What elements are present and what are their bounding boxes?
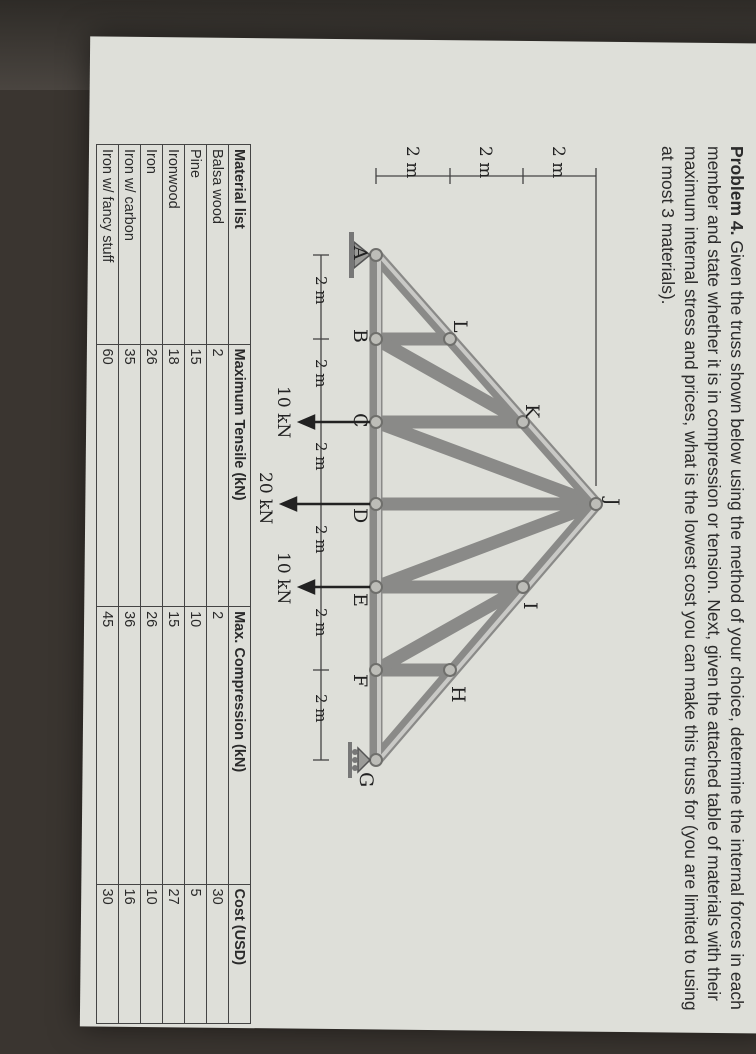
materials-table (96, 144, 251, 1024)
cell-tensile: 26 (141, 344, 163, 607)
node-label-F: F (349, 674, 371, 688)
cell-cost: 16 (119, 884, 141, 1023)
node-label-D: D (349, 508, 371, 524)
vdim-label-3: 2 m (402, 146, 422, 179)
vdim-label-2: 2 m (475, 146, 495, 179)
truss-members (376, 255, 596, 760)
node-label-J: J (601, 498, 623, 506)
cell-material: Balsa wood (207, 145, 229, 345)
cell-cost: 27 (163, 884, 185, 1023)
cell-cost: 30 (207, 884, 229, 1023)
hdim-label-1: 2 m (312, 276, 330, 305)
table-row (141, 145, 163, 1024)
cell-compression: 15 (163, 607, 185, 884)
node-label-L: L (449, 320, 471, 333)
cell-cost: 5 (185, 884, 207, 1023)
header-tensile: Maximum Tensile (kN) (229, 344, 251, 607)
rotated-page-content (96, 46, 756, 1054)
cell-tensile: 18 (163, 344, 185, 607)
table-row (185, 145, 207, 1024)
cell-material: Ironwood (163, 145, 185, 345)
hdim-label-2: 2 m (312, 359, 330, 388)
node-label-E: E (349, 593, 371, 607)
header-compression: Max. Compression (kN) (229, 607, 251, 884)
cell-tensile: 60 (97, 344, 119, 607)
header-cost: Cost (USD) (229, 884, 251, 1023)
vertical-dimension-labels (402, 146, 568, 178)
hdim-label-3: 2 m (312, 442, 330, 471)
table-header-row (229, 145, 251, 1024)
cell-tensile: 35 (119, 344, 141, 607)
node-label-A: A (349, 246, 371, 260)
table-row (97, 145, 119, 1024)
load-label-C: 10 kN (273, 386, 293, 439)
table-row (163, 145, 185, 1024)
load-label-D: 20 kN (255, 472, 275, 525)
problem-label: Problem 4. (727, 146, 747, 236)
horizontal-dimensions (313, 255, 329, 760)
cell-material: Iron w/ carbon (119, 145, 141, 345)
node-label-H: H (447, 686, 469, 703)
table-row (207, 145, 229, 1024)
node-label-B: B (349, 329, 371, 343)
node-label-K: K (521, 404, 543, 419)
cell-compression: 10 (185, 607, 207, 884)
cell-tensile: 2 (207, 344, 229, 607)
cell-compression: 36 (119, 607, 141, 884)
vdim-label-1: 2 m (548, 146, 568, 179)
load-labels (255, 386, 293, 604)
cell-material: Pine (185, 145, 207, 345)
load-label-E: 10 kN (273, 552, 293, 605)
header-material: Material list (229, 145, 251, 345)
cell-compression: 26 (141, 607, 163, 884)
node-label-I: I (519, 602, 541, 610)
cell-compression: 45 (97, 607, 119, 884)
hdim-label-5: 2 m (312, 608, 330, 637)
cell-compression: 2 (207, 607, 229, 884)
cell-material: Iron w/ fancy stuff (97, 145, 119, 345)
table-row (119, 145, 141, 1024)
problem-body: Given the truss shown below using the method of your choice, determine the internal forces in each member and state whether it is in compression or tension. Next, given the attached table of materials with their maximum internal stress and prices, what is the lowest cost you can make this truss for (you are limited to using at most 3 materials). (658, 146, 747, 1011)
cell-cost: 30 (97, 884, 119, 1023)
cell-cost: 10 (141, 884, 163, 1023)
cell-tensile: 15 (185, 344, 207, 607)
hdim-label-4: 2 m (312, 525, 330, 554)
hdim-label-6: 2 m (312, 694, 330, 723)
node-label-G: G (355, 772, 377, 788)
node-label-C: C (349, 413, 371, 428)
cell-material: Iron (141, 145, 163, 345)
